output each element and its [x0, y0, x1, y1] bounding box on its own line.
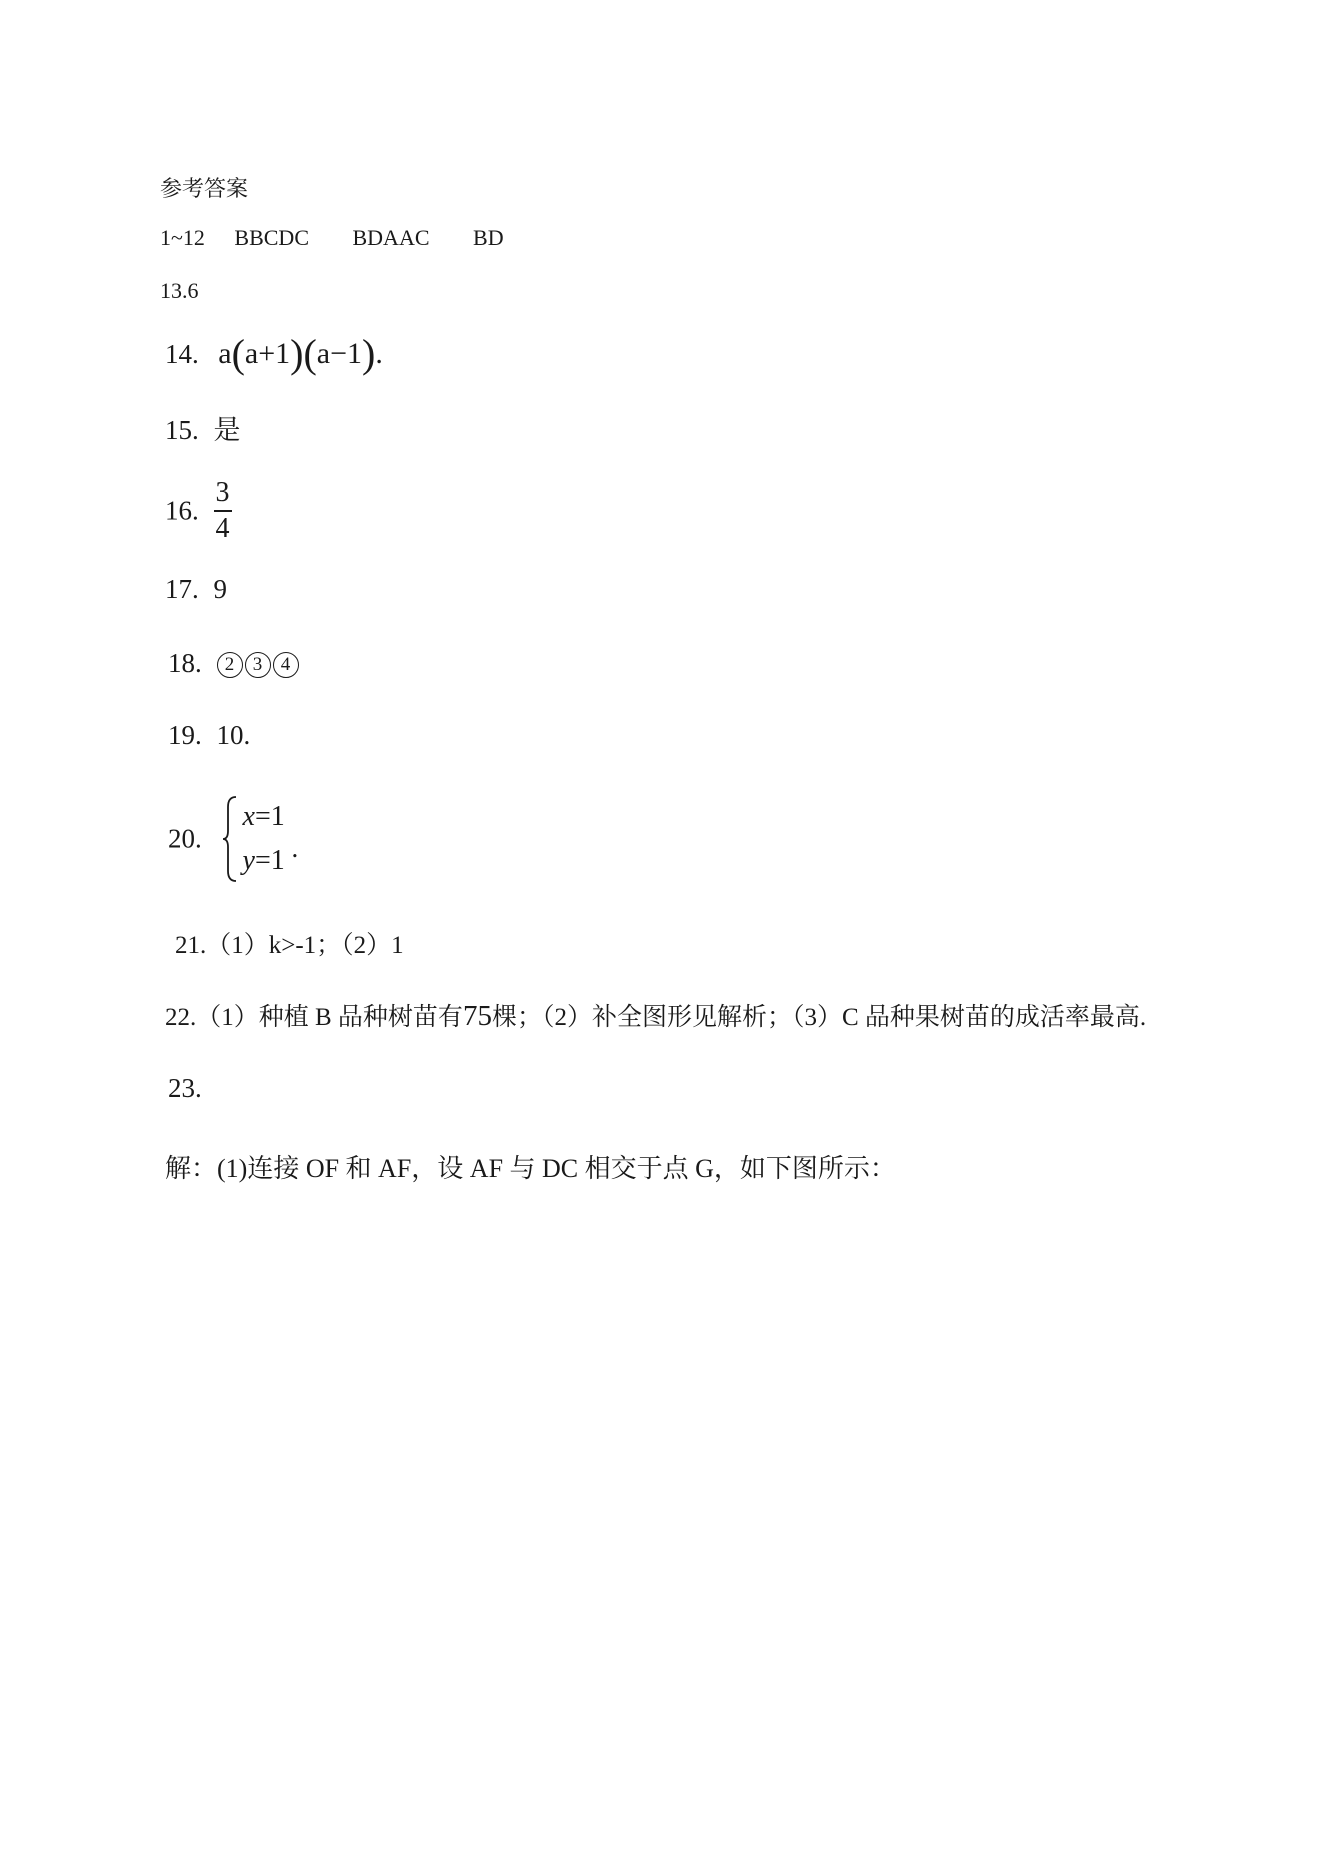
left-brace-icon [221, 795, 239, 883]
q16-denominator: 4 [215, 512, 230, 544]
q20-eq2-rest: =1 [254, 845, 285, 876]
q22-text-b: 棵；（2）补全图形见解析；（3）C 品种果树苗的成活率最高. [491, 1004, 1147, 1031]
q20-label: 20. [168, 823, 202, 854]
q15-label: 15. [165, 415, 199, 445]
circled-number-4: 4 [273, 652, 299, 678]
q17-answer: 9 [213, 574, 227, 604]
q20-equation-system [221, 795, 285, 883]
q16-label: 16. [165, 495, 199, 526]
q22-text-a: 22.（1）种植 B 品种树苗有 [165, 1004, 463, 1031]
q19-label: 19. [168, 720, 202, 750]
answer-14: 14. a(a+1)(a−1). [165, 331, 383, 376]
circled-number-2: 2 [217, 652, 243, 678]
q16-numerator: 3 [215, 477, 230, 508]
q20-period: . [291, 833, 299, 864]
page-title: 参考答案 [160, 176, 249, 201]
q14-period: . [375, 337, 383, 370]
q14-factor-1: a+1 [244, 337, 291, 370]
answer-23: 23. [168, 1073, 202, 1103]
q19-answer: 10. [216, 720, 251, 750]
circled-number-3: 3 [245, 652, 271, 678]
q20-equation-2 [243, 839, 285, 883]
answer-19 [168, 720, 250, 751]
q20-var-x: x [242, 801, 255, 832]
solution-text: 解：(1)连接 OF 和 AF，设 AF 与 DC 相交于点 G，如下图所示： [165, 1154, 896, 1183]
q14-factor-a: a [218, 337, 232, 370]
q18-label: 18. [168, 648, 202, 678]
q22-number: 75 [462, 1000, 492, 1032]
q20-var-y: y [242, 845, 255, 876]
q14-factor-2: a−1 [316, 337, 363, 370]
mc-group-3: BD [473, 225, 504, 250]
answer-15 [165, 408, 241, 447]
mc-group-2: BDAAC [352, 225, 430, 250]
multiple-choice-answers [160, 225, 504, 251]
answer-17 [165, 574, 227, 605]
q15-answer: 是 [213, 415, 241, 445]
answer-22 [165, 997, 1146, 1033]
q17-label: 17. [165, 574, 199, 604]
answer-13: 13.6 [160, 278, 199, 303]
answer-18 [168, 648, 301, 679]
answer-16 [165, 476, 232, 546]
q16-fraction [214, 476, 232, 546]
answer-20 [168, 795, 298, 883]
q20-eq1-rest: =1 [254, 801, 285, 832]
q14-label: 14. [165, 339, 199, 369]
mc-range: 1~12 [160, 225, 205, 250]
mc-group-1: BBCDC [234, 225, 309, 250]
answer-21: 21.（1）k>-1；（2）1 [175, 932, 404, 959]
q20-equation-1 [243, 795, 285, 839]
